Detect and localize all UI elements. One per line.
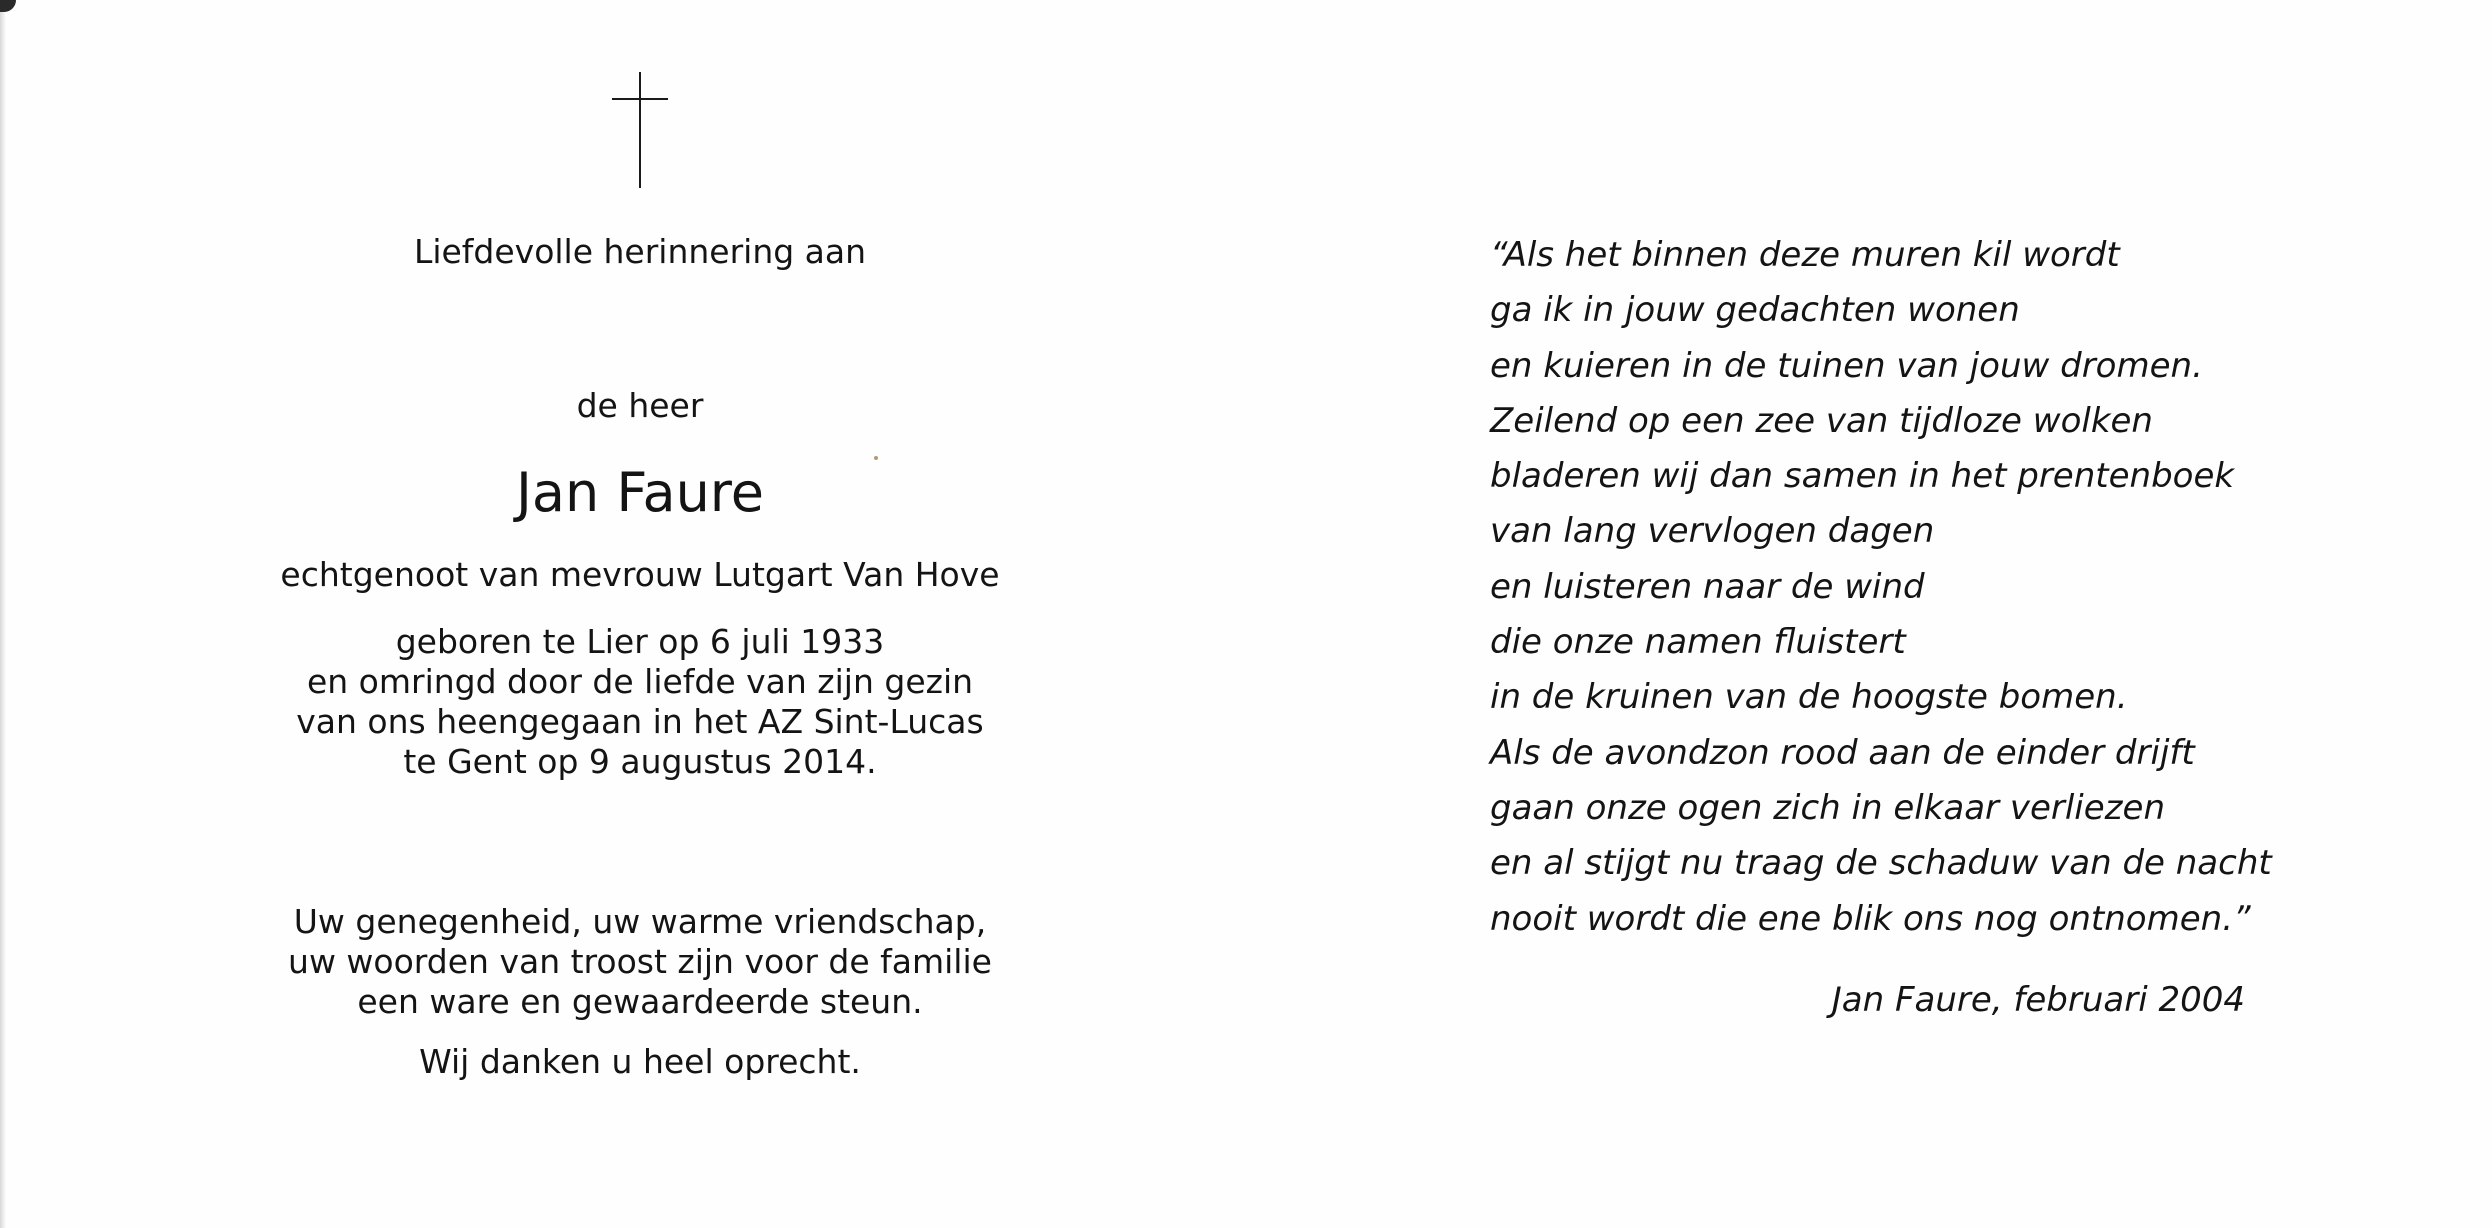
thanks-line: Uw genegenheid, uw warme vriendschap, [293,902,987,941]
poem-line: en al stijgt nu traag de schaduw van de nacht [1490,843,2272,884]
poem-line: en luisteren naar de wind [1490,566,1925,607]
poem-signature: Jan Faure, februari 2004 [1831,980,2245,1020]
poem-line: nooit wordt die ene blik ons nog ontnomen.” [1490,898,2251,939]
poem-line: in de kruinen van de hoogste bomen. [1490,677,2128,718]
cross-icon [612,72,668,188]
poem-line: ga ik in jouw gedachten wonen [1490,290,2020,331]
paper-speck [874,456,878,460]
deceased-name: Jan Faure [515,461,765,524]
poem-line: en kuieren in de tuinen van jouw dromen. [1490,345,2203,386]
left-panel [240,0,1040,1228]
poem-line: die onze namen fluistert [1490,622,1906,663]
greeting: Liefdevolle herinnering aan [413,232,867,271]
honorific: de heer [576,386,704,425]
poem [1490,228,2290,947]
scan-corner [0,0,16,12]
thanks-line: een ware en gewaardeerde steun. [357,982,923,1021]
detail-line: te Gent op 9 augustus 2014. [403,742,877,781]
poem-line: bladeren wij dan samen in het prentenboek [1490,456,2235,497]
spouse-line: echtgenoot van mevrouw Lutgart Van Hove [280,555,1000,594]
thanks-line: uw woorden van troost zijn voor de familie [288,942,992,981]
detail-line: geboren te Lier op 6 juli 1933 [395,622,885,661]
detail-line: en omringd door de liefde van zijn gezin [306,662,974,701]
poem-line: van lang vervlogen dagen [1490,511,1935,552]
detail-line: van ons heengegaan in het AZ Sint-Lucas [296,702,984,741]
scan-edge [0,0,6,1228]
poem-line: gaan onze ogen zich in elkaar verliezen [1490,787,2165,828]
poem-line: Zeilend op een zee van tijdloze wolken [1490,400,2153,441]
poem-line: Als de avondzon rood aan de einder drijft [1490,732,2195,773]
poem-line: “Als het binnen deze muren kil wordt [1490,235,2120,275]
closing-line: Wij danken u heel oprecht. [419,1042,861,1081]
